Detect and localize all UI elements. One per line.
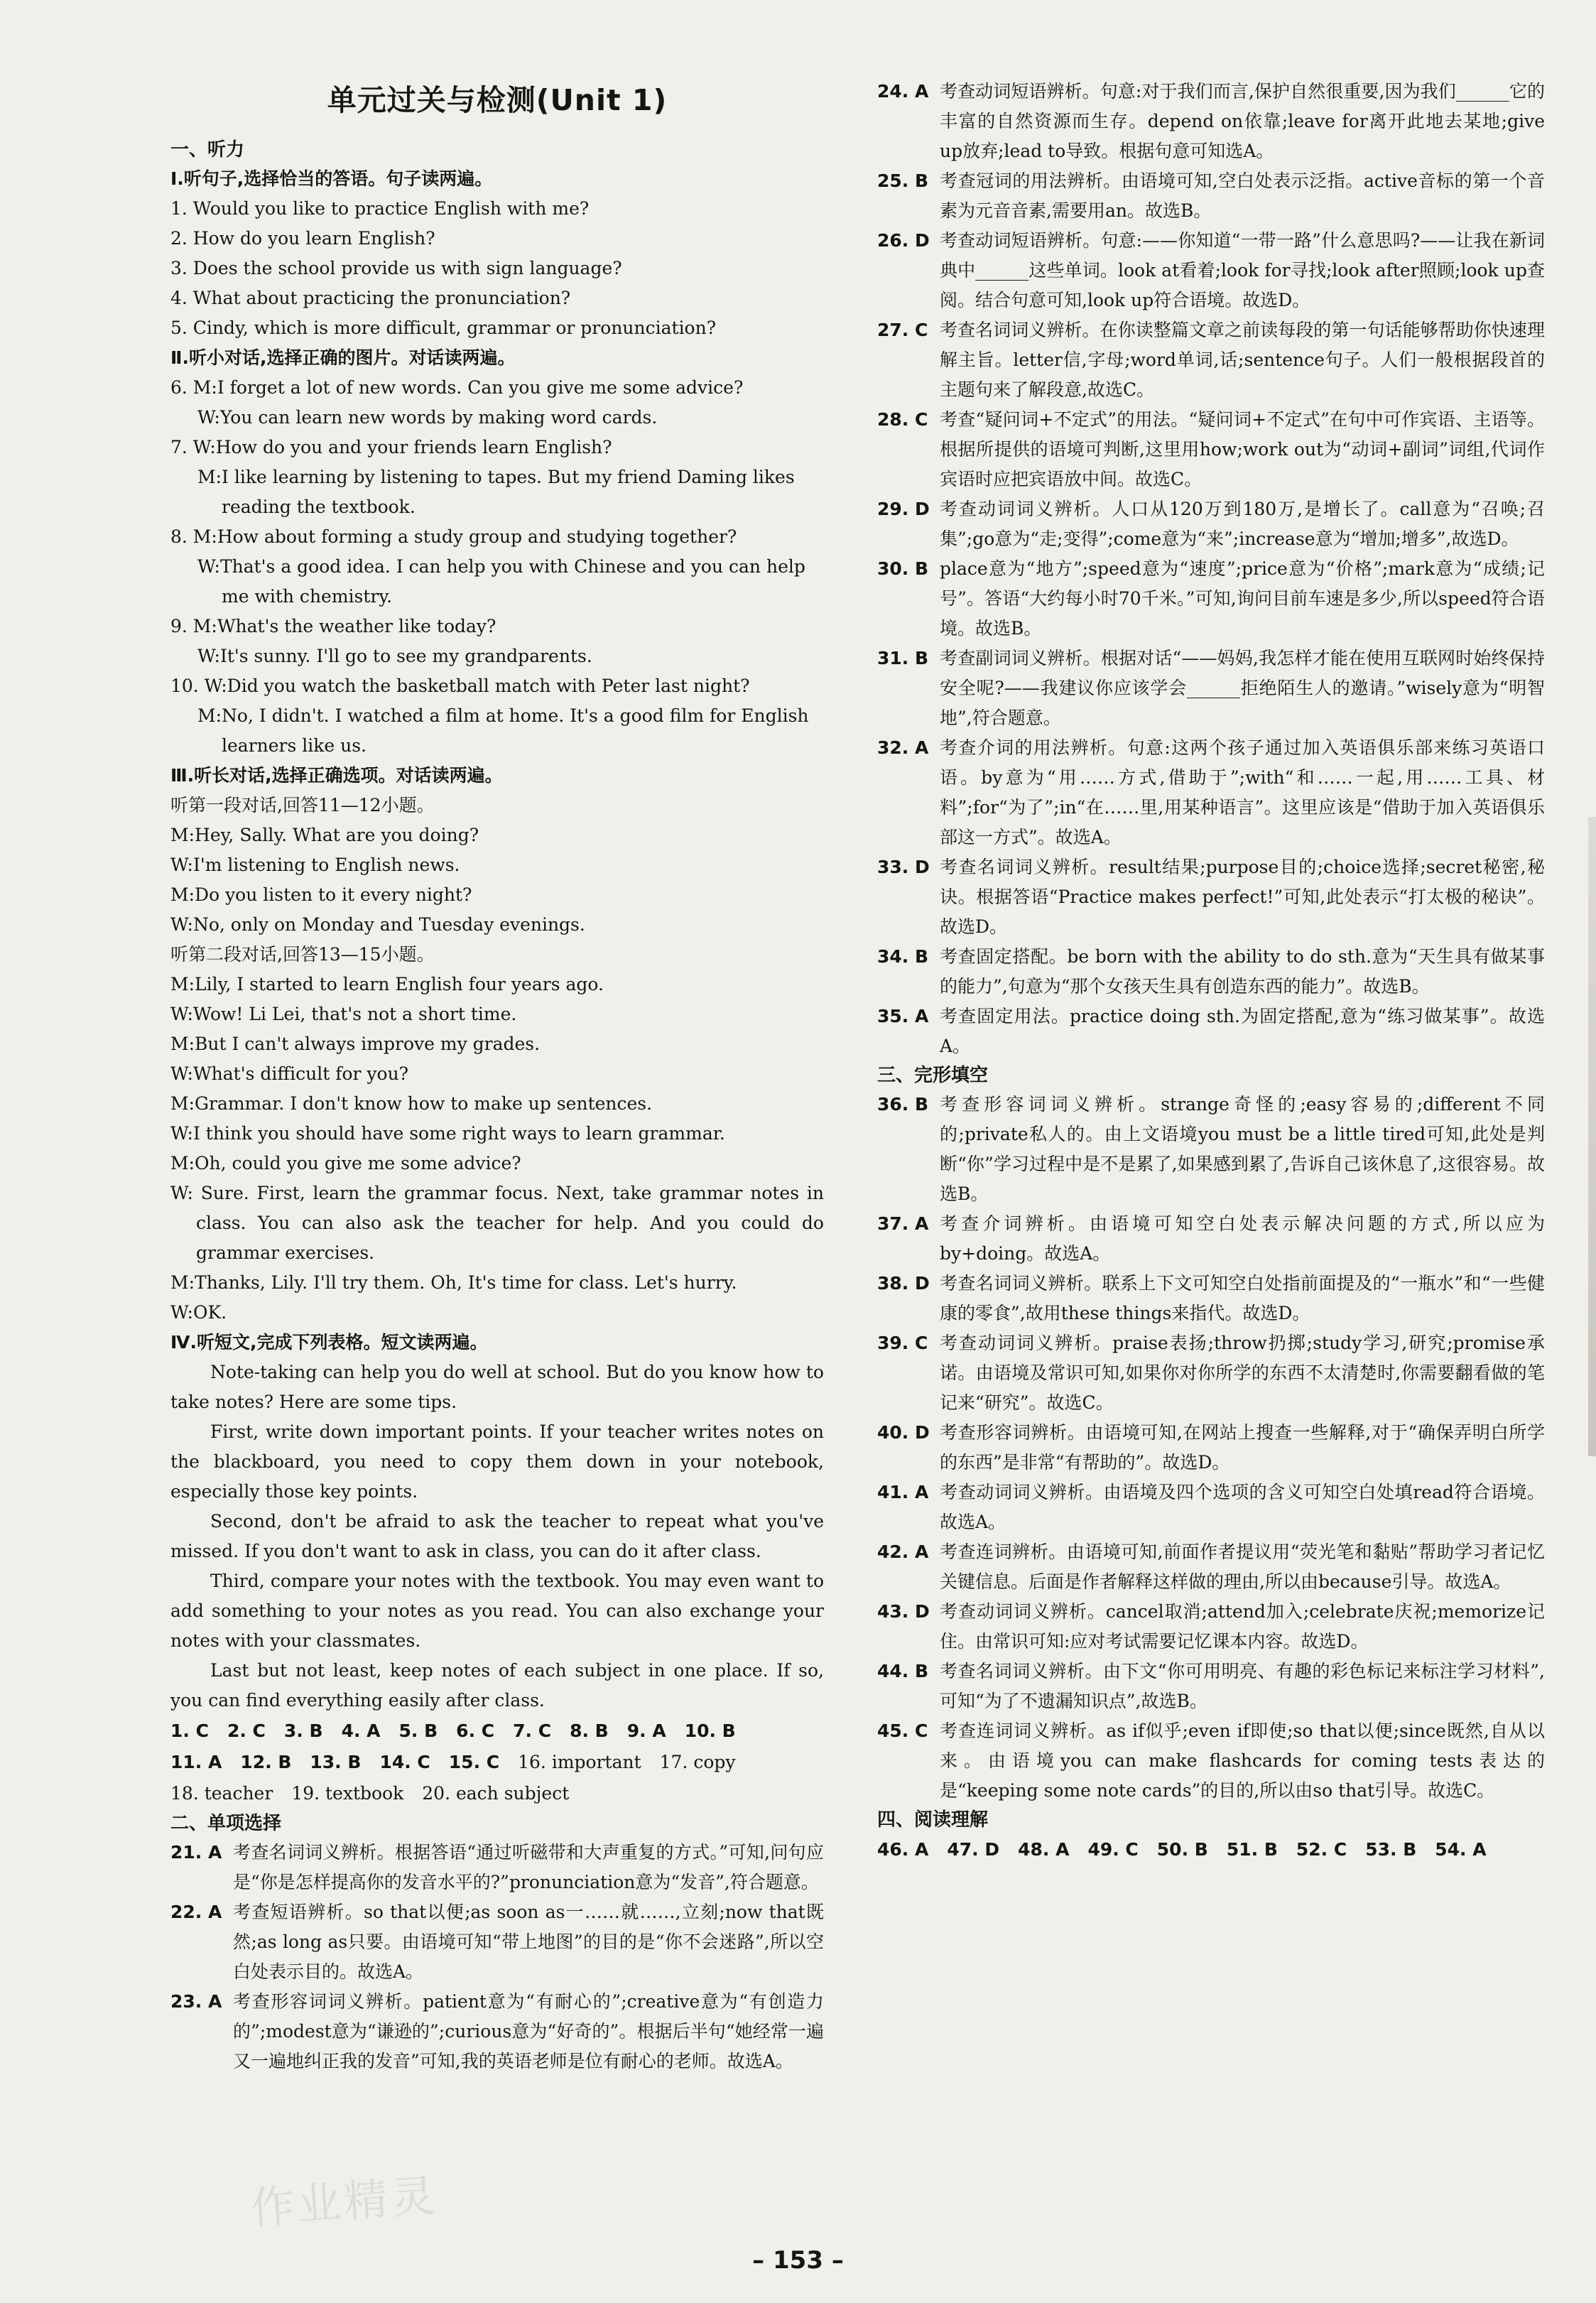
explanation-item: [877, 644, 1545, 733]
explanation-text: 考查动词短语辨析。句意:——你知道“一带一路”什么意思吗?——让我在新词典中______这些单词。look at看着;look for寻找;look after照顾;look up查阅。结合句意可知,look up符合语境。故选D。: [940, 230, 1545, 310]
passage-paragraph: Second, don't be afraid to ask the teacher to repeat what you've missed. If you don't want to ask in class, you can do it after class.: [170, 1511, 824, 1561]
explanation-text: 考查动词短语辨析。句意:对于我们而言,保护自然很重要,因为我们______它的丰富的自然资源而生存。depend on依靠;leave for离开此地去某地;give up放弃;lead to导致。根据句意可知选A。: [940, 81, 1545, 161]
explanation-text: 考查动词词义辨析。praise表扬;throw扔掷;study学习,研究;promise承诺。由语境及常识可知,如果你对你所学的东西不太清楚时,你需要翻看做的笔记来“研究”。故选C。: [940, 1333, 1545, 1413]
explanation-text: 考查名词词义辨析。根据答语“通过听磁带和大声重复的方式。”可知,问句应是“你是怎样提高你的发音水平的?”pronunciation意为“发音”,符合题意。: [233, 1842, 824, 1892]
part-heading-2: Ⅱ.听小对话,选择正确的图片。对话读两遍。: [170, 347, 516, 368]
dialogue-line: 听第一段对话,回答11—12小题。: [170, 795, 435, 815]
part4-passage: [170, 1358, 824, 1716]
explanation-item: [877, 554, 1545, 644]
question-answer: 32. A: [877, 737, 929, 758]
answer-item: 1. C: [170, 1721, 209, 1741]
answer-item: 51. B: [1226, 1839, 1278, 1860]
dialogue-line: W:What's difficult for you?: [170, 1063, 409, 1084]
explanation-text: 考查“疑问词+不定式”的用法。“疑问词+不定式”在句中可作宾语、主语等。根据所提供的语境可判断,这里用how;work out为“动词+副词”词组,代词作宾语时应把宾语放中间。故选C。: [940, 409, 1545, 489]
answer-item: 4. A: [341, 1721, 381, 1741]
question-answer: 21. A: [170, 1842, 222, 1863]
cloze-items: [877, 1090, 1545, 1806]
dialogue-line: W:I think you should have some right ways to learn grammar.: [170, 1123, 725, 1144]
section-heading-reading: 四、阅读理解: [877, 1809, 989, 1831]
explanation-text: 考查固定搭配。be born with the ability to do sth.意为“天生具有做某事的能力”,句意为“那个女孩天生具有创造东西的能力”。故选B。: [940, 946, 1545, 997]
question-answer: 30. B: [877, 558, 929, 579]
question-answer: 23. A: [170, 1991, 222, 2012]
page-edge-shadow: [1588, 817, 1596, 1456]
explanation-item: [877, 166, 1545, 226]
dialogue-line: W:I'm listening to English news.: [170, 855, 460, 875]
dialogue-line: W:No, only on Monday and Tuesday evenings.: [170, 914, 585, 935]
explanation-text: 考查形容词词义辨析。strange奇怪的;easy容易的;different不同的;private私人的。由上文语境you must be a little tired可知,此处是判断“你”学习过程中是不是累了,如果感到累了,告诉自己该休息了,这很容易。故选B。: [940, 1094, 1545, 1204]
explanation-item: [877, 1002, 1545, 1061]
question-answer: 35. A: [877, 1006, 929, 1026]
part-heading-1: Ⅰ.听句子,选择恰当的答语。句子读两遍。: [170, 168, 493, 189]
part1-lines: [170, 194, 824, 343]
explanation-item: [877, 852, 1545, 942]
question-answer: 45. C: [877, 1721, 928, 1741]
sentence-line: 5. Cindy, which is more difficult, grammar or pronunciation?: [170, 318, 717, 338]
explanation-text: 考查连词词义辨析。as if似乎;even if即使;so that以便;since既然,自从以来。由语境you can make flashcards for coming tests表达的是“keeping some note cards”的目的,所以由so that引导。故选C。: [940, 1721, 1545, 1801]
dialogue-line: 7. W:How do you and your friends learn English?: [170, 437, 612, 457]
sentence-line: 4. What about practicing the pronunciation?: [170, 288, 571, 308]
explanation-item: [877, 1657, 1545, 1716]
explanation-text: 考查名词词义辨析。在你读整篇文章之前读每段的第一句话能够帮助你快速理解主旨。letter信,字母;word单词,话;sentence句子。人们一般根据段首的主题句来了解段意,故选C。: [940, 320, 1545, 400]
dialogue-line: M:Hey, Sally. What are you doing?: [170, 825, 479, 845]
dialogue-line: M:Lily, I started to learn English four years ago.: [170, 974, 604, 995]
dialogue-line: W:OK.: [170, 1302, 227, 1323]
watermark: 作业精灵: [249, 2169, 440, 2235]
explanation-text: 考查名词词义辨析。联系上下文可知空白处指前面提及的“一瓶水”和“一些健康的零食”,故用these things来指代。故选D。: [940, 1273, 1545, 1323]
left-column: [170, 77, 824, 2076]
dialogue-line: 8. M:How about forming a study group and studying together?: [170, 526, 737, 547]
question-answer: 41. A: [877, 1482, 929, 1502]
answer-item: 6. C: [456, 1721, 495, 1741]
part3-lines: [170, 791, 824, 1328]
answer-item: 12. B: [240, 1752, 292, 1772]
answer-item: 47. D: [947, 1839, 1000, 1860]
explanation-text: 考查动词词义辨析。cancel取消;attend加入;celebrate庆祝;memorize记住。由常识可知:应对考试需要记忆课本内容。故选D。: [940, 1601, 1545, 1652]
passage-paragraph: Last but not least, keep notes of each subject in one place. If so, you can find everything easily after class.: [170, 1660, 824, 1711]
dialogue-line: W:That's a good idea. I can help you with Chinese and you can help me with chemistry.: [197, 556, 805, 607]
explanation-text: 考查名词词义辨析。由下文“你可用明亮、有趣的彩色标记来标注学习材料”,可知“为了不遗漏知识点”,故选B。: [940, 1661, 1545, 1711]
dialogue-line: M:Oh, could you give me some advice?: [170, 1153, 521, 1174]
question-answer: 31. B: [877, 648, 929, 668]
question-answer: 36. B: [877, 1094, 929, 1115]
single-choice-items-right: [877, 77, 1545, 1061]
answer-item: 9. A: [626, 1721, 666, 1741]
explanation-item: [170, 1838, 824, 1897]
passage-paragraph: First, write down important points. If your teacher writes notes on the blackboard, you need to copy them down in your notebook, especially those key points.: [170, 1421, 824, 1502]
explanation-item: [877, 1478, 1545, 1537]
question-answer: 43. D: [877, 1601, 930, 1622]
answer-item: 8. B: [570, 1721, 609, 1741]
dialogue-line: W:You can learn new words by making word cards.: [197, 407, 658, 428]
explanation-item: [877, 1090, 1545, 1209]
dialogue-line: M:Thanks, Lily. I'll try them. Oh, It's time for class. Let's hurry.: [170, 1272, 737, 1293]
dialogue-line: 10. W:Did you watch the basketball match with Peter last night?: [170, 676, 750, 696]
explanation-item: [877, 1418, 1545, 1478]
dialogue-line: W:Wow! Li Lei, that's not a short time.: [170, 1004, 517, 1024]
question-answer: 38. D: [877, 1273, 930, 1294]
single-choice-items-left: [170, 1838, 824, 2076]
answer-item: 10. B: [684, 1721, 736, 1741]
dialogue-line: W:It's sunny. I'll go to see my grandparents.: [197, 646, 592, 666]
explanation-text: place意为“地方”;speed意为“速度”;price意为“价格”;mark意为“成绩;记号”。答语“大约每小时70千米。”可知,询问目前车速是多少,所以speed符合语境。故选B。: [940, 558, 1545, 639]
question-answer: 26. D: [877, 230, 930, 251]
answer-item: 3. B: [283, 1721, 323, 1741]
question-answer: 25. B: [877, 170, 929, 191]
explanation-item: [877, 1209, 1545, 1269]
question-answer: 34. B: [877, 946, 929, 967]
explanation-text: 考查固定用法。practice doing sth.为固定搭配,意为“练习做某事”。故选A。: [940, 1006, 1545, 1056]
answer-item: 52. C: [1296, 1839, 1347, 1860]
explanation-item: [170, 1987, 824, 2076]
answer-item: 14. C: [379, 1752, 430, 1772]
section-heading-single-choice: 二、单项选择: [170, 1813, 282, 1834]
section-heading-cloze: 三、完形填空: [877, 1065, 989, 1086]
explanation-item: [877, 494, 1545, 554]
explanation-text: 考查短语辨析。so that以便;as soon as一……就……,立刻;now that既然;as long as只要。由语境可知“带上地图”的目的是“你不会迷路”,所以空白处表示目的。故选A。: [233, 1902, 824, 1982]
page-title: 单元过关与检测(Unit 1): [327, 83, 668, 117]
sentence-line: 3. Does the school provide us with sign language?: [170, 258, 622, 278]
question-answer: 44. B: [877, 1661, 929, 1681]
explanation-item: [877, 315, 1545, 405]
answer-item: 19. textbook: [291, 1783, 404, 1804]
explanation-item: [877, 1597, 1545, 1657]
listening-answers-row-2: [170, 1747, 824, 1778]
answer-item: 5. B: [398, 1721, 438, 1741]
answer-item: 16. important: [518, 1752, 641, 1772]
passage-paragraph: Third, compare your notes with the textbook. You may even want to add something to your notes as you read. You can also exchange your notes with your classmates.: [170, 1571, 824, 1651]
reading-answers-row: [877, 1834, 1545, 1865]
answer-item: 46. A: [877, 1839, 929, 1860]
listening-answers-row-1: [170, 1716, 824, 1747]
question-answer: 24. A: [877, 81, 929, 102]
explanation-text: 考查动词词义辨析。人口从120万到180万,是增长了。call意为“召唤;召集”;go意为“走;变得”;come意为“来”;increase意为“增加;增多”,故选D。: [940, 499, 1545, 549]
dialogue-line: 6. M:I forget a lot of new words. Can you give me some advice?: [170, 377, 744, 398]
question-answer: 37. A: [877, 1213, 929, 1234]
question-answer: 28. C: [877, 409, 928, 430]
part-heading-3: Ⅲ.听长对话,选择正确选项。对话读两遍。: [170, 765, 503, 786]
answer-item: 2. C: [227, 1721, 266, 1741]
dialogue-line: M:But I can't always improve my grades.: [170, 1034, 541, 1054]
answer-item: 53. B: [1365, 1839, 1417, 1860]
dialogue-line: W: Sure. First, learn the grammar focus. Next, take grammar notes in class. You can also ask the teacher for help. And you could do grammar exercises.: [170, 1183, 824, 1263]
explanation-text: 考查副词词义辨析。根据对话“——妈妈,我怎样才能在使用互联网时始终保持安全呢?——我建议你应该学会______拒绝陌生人的邀请。”wisely意为“明智地”,符合题意。: [940, 648, 1545, 728]
answer-item: 7. C: [513, 1721, 552, 1741]
question-answer: 39. C: [877, 1333, 928, 1353]
answer-item: 11. A: [170, 1752, 222, 1772]
dialogue-line: M:I like learning by listening to tapes. But my friend Daming likes reading the textbook.: [197, 467, 795, 517]
explanation-item: [877, 1269, 1545, 1328]
dialogue-line: 听第二段对话,回答13—15小题。: [170, 944, 435, 965]
explanation-text: 考查名词词义辨析。result结果;purpose目的;choice选择;secret秘密,秘诀。根据答语“Practice makes perfect!”可知,此处表示“打太极的秘诀”。故选D。: [940, 857, 1545, 937]
dialogue-line: M:Grammar. I don't know how to make up sentences.: [170, 1093, 653, 1114]
explanation-text: 考查冠词的用法辨析。由语境可知,空白处表示泛指。active音标的第一个音素为元音音素,需要用an。故选B。: [940, 170, 1545, 221]
answer-item: 13. B: [310, 1752, 362, 1772]
explanation-item: [877, 942, 1545, 1002]
explanation-text: 考查介词辨析。由语境可知空白处表示解决问题的方式,所以应为by+doing。故选A。: [940, 1213, 1545, 1264]
answer-item: 54. A: [1435, 1839, 1487, 1860]
explanation-item: [877, 1537, 1545, 1597]
explanation-text: 考查形容词词义辨析。patient意为“有耐心的”;creative意为“有创造力的”;modest意为“谦逊的”;curious意为“好奇的”。根据后半句“她经常一遍又一遍地纠正我的发音”可知,我的英语老师是位有耐心的老师。故选A。: [233, 1991, 824, 2071]
question-answer: 29. D: [877, 499, 930, 519]
sentence-line: 1. Would you like to practice English with me?: [170, 198, 590, 219]
explanation-item: [877, 77, 1545, 166]
page-number: – 153 –: [752, 2246, 844, 2275]
question-answer: 33. D: [877, 857, 930, 877]
right-column: [877, 77, 1545, 1865]
answer-item: 17. copy: [659, 1752, 736, 1772]
dialogue-line: 9. M:What's the weather like today?: [170, 616, 496, 636]
explanation-text: 考查介词的用法辨析。句意:这两个孩子通过加入英语俱乐部来练习英语口语。by意为“用……方式,借助于”;with“和……一起,用……工具、材料”;for“为了”;in“在……里,用某种语言”。这里应该是“借助于加入英语俱乐部这一方式”。故选A。: [940, 737, 1545, 847]
answer-item: 20. each subject: [422, 1783, 570, 1804]
explanation-item: [877, 1716, 1545, 1806]
dialogue-line: M:Do you listen to it every night?: [170, 884, 472, 905]
answer-item: 48. A: [1018, 1839, 1070, 1860]
answer-item: 50. B: [1156, 1839, 1208, 1860]
passage-paragraph: Note-taking can help you do well at school. But do you know how to take notes? Here are some tips.: [170, 1362, 824, 1412]
explanation-item: [877, 405, 1545, 494]
answer-item: 15. C: [448, 1752, 500, 1772]
answer-item: 49. C: [1087, 1839, 1139, 1860]
question-answer: 22. A: [170, 1902, 222, 1922]
explanation-item: [877, 226, 1545, 315]
section-heading-listening: 一、听力: [170, 139, 245, 161]
question-answer: 27. C: [877, 320, 928, 340]
explanation-text: 考查连词辨析。由语境可知,前面作者提议用“荧光笔和黏贴”帮助学习者记忆关键信息。后面是作者解释这样做的理由,所以由because引导。故选A。: [940, 1541, 1545, 1592]
explanation-text: 考查形容词辨析。由语境可知,在网站上搜查一些解释,对于“确保弄明白所学的东西”是非常“有帮助的”。故选D。: [940, 1422, 1545, 1473]
sentence-line: 2. How do you learn English?: [170, 228, 435, 249]
dialogue-line: M:No, I didn't. I watched a film at home. It's a good film for English learners like us.: [197, 705, 809, 756]
explanation-item: [170, 1897, 824, 1987]
part2-lines: [170, 373, 824, 761]
explanation-item: [877, 1328, 1545, 1418]
part-heading-4: Ⅳ.听短文,完成下列表格。短文读两遍。: [170, 1332, 488, 1353]
explanation-text: 考查动词词义辨析。由语境及四个选项的含义可知空白处填read符合语境。故选A。: [940, 1482, 1545, 1532]
answer-item: 18. teacher: [170, 1783, 273, 1804]
question-answer: 42. A: [877, 1541, 929, 1562]
question-answer: 40. D: [877, 1422, 930, 1443]
explanation-item: [877, 733, 1545, 852]
listening-answers-row-3: [170, 1778, 824, 1809]
